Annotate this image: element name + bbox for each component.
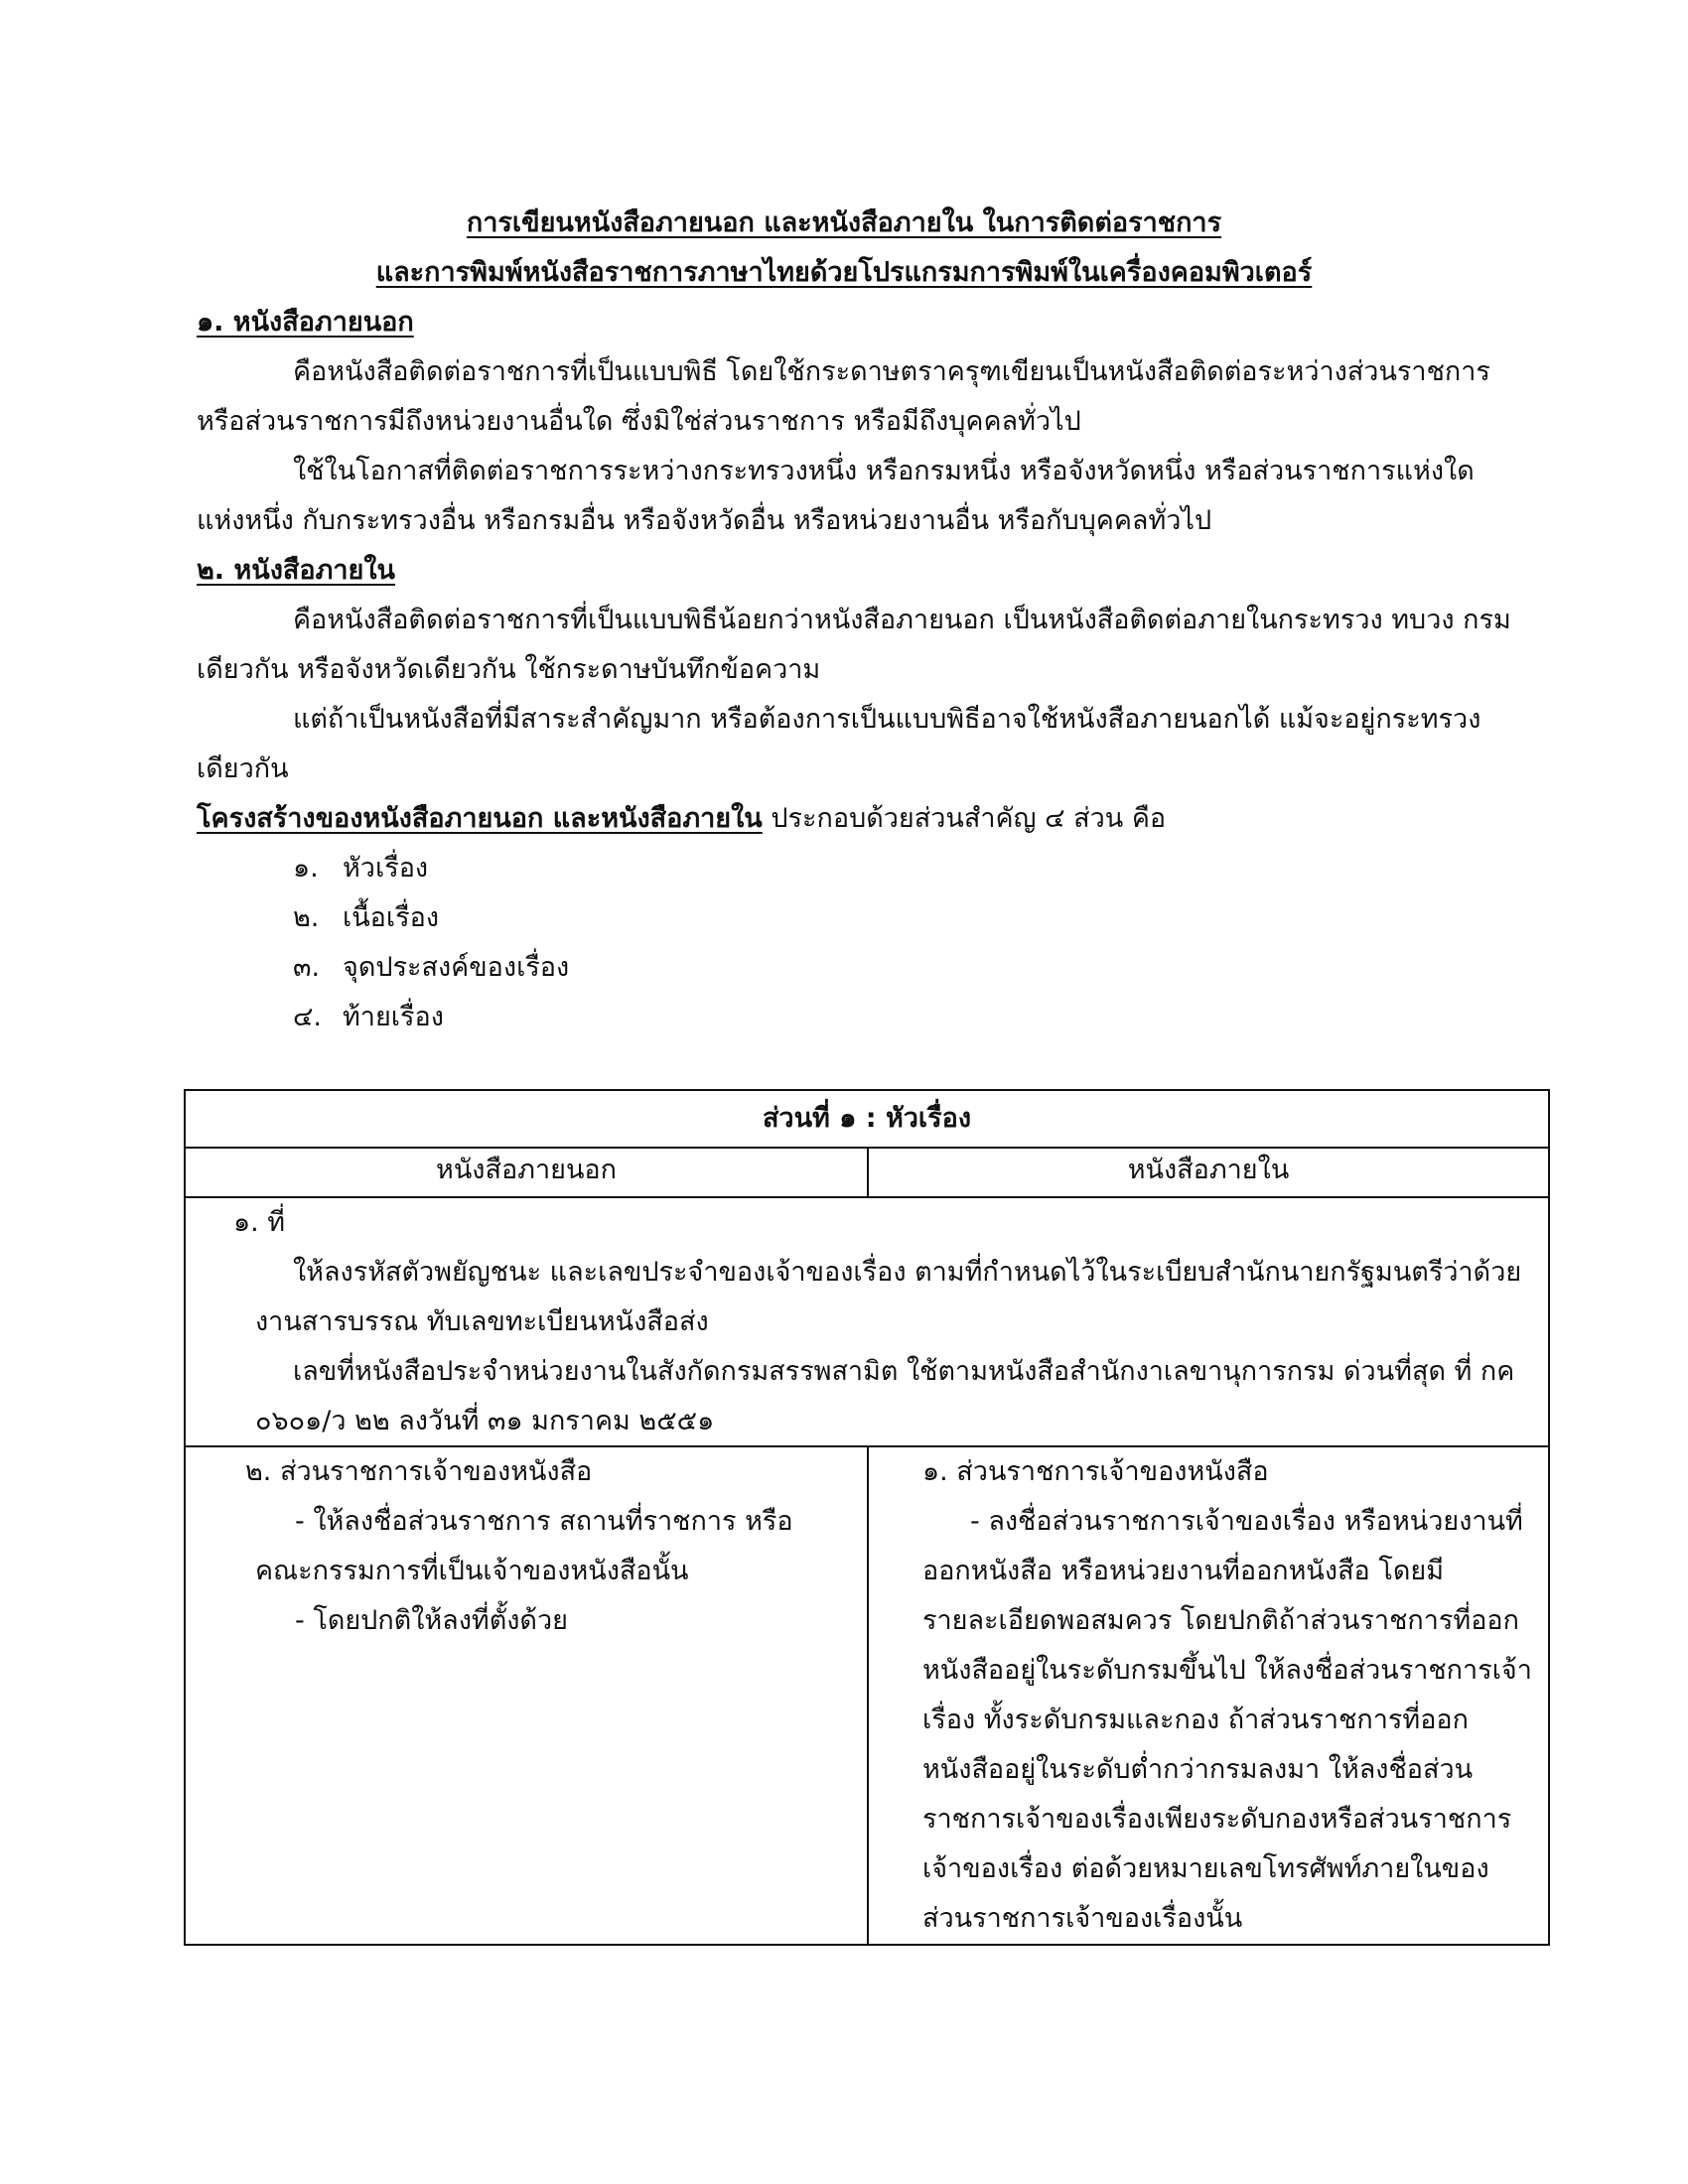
row-1-text: ๐๖๐๑/ว ๒๒ ลงวันที่ ๓๑ มกราคม ๒๕๕๑ — [255, 1406, 715, 1436]
row-1-heading: ๑. ที่ — [233, 1207, 286, 1238]
row-2-left-heading: ๒. ส่วนราชการเจ้าของหนังสือ — [245, 1456, 593, 1487]
list-item-number: ๑. — [293, 853, 319, 884]
structure-list-item — [293, 898, 439, 938]
row-2-right-text: ออกหนังสือ หรือหน่วยงานที่ออกหนังสือ โดยมี — [922, 1556, 1444, 1586]
row-2-right-heading: ๑. ส่วนราชการเจ้าของหนังสือ — [922, 1456, 1269, 1487]
structure-heading: โครงสร้างของหนังสือภายนอก และหนังสือภายใน — [197, 803, 763, 834]
row-1-text: เลขที่หนังสือประจำหน่วยงานในสังกัดกรมสรรพสามิต ใช้ตามหนังสือสำนักงาเลขานุการกรม ด่วนที่สุด ที่ กค — [293, 1356, 1515, 1387]
section-2-paragraph-2-line-2: เดียวกัน — [197, 753, 289, 784]
row-2-left-text: - โดยปกติให้ลงที่ตั้งด้วย — [295, 1605, 568, 1636]
table-column-divider — [867, 1445, 869, 1946]
title-line-2: และการพิมพ์หนังสือราชการภาษาไทยด้วยโปรแกรมการพิมพ์ในเครื่องคอมพิวเตอร์ — [375, 257, 1313, 288]
structure-intro: ประกอบด้วยส่วนสำคัญ ๔ ส่วน คือ — [771, 803, 1167, 834]
row-2-left-text: คณะกรรมการที่เป็นเจ้าของหนังสือนั้น — [255, 1556, 689, 1586]
list-item-label: เนื้อเรื่อง — [343, 902, 440, 933]
row-2-right-text: ส่วนราชการเจ้าของเรื่องนั้น — [922, 1903, 1243, 1934]
list-item-label: จุดประสงค์ของเรื่อง — [343, 952, 570, 983]
list-item-number: ๓. — [293, 952, 321, 983]
section-2-heading: ๒. หนังสือภายใน — [197, 555, 396, 586]
table-divider — [186, 1196, 1548, 1198]
row-2-right-text: หนังสืออยู่ในระดับกรมขึ้นไป ให้ลงชื่อส่วนราชการเจ้า — [922, 1655, 1532, 1686]
row-1-text: งานสารบรรณ ทับเลขทะเบียนหนังสือส่ง — [255, 1306, 709, 1337]
structure-list-item — [293, 998, 444, 1037]
column-header-external: หนังสือภายนอก — [436, 1155, 617, 1185]
section-1-paragraph-1-line-2: หรือส่วนราชการมีถึงหน่วยงานอื่นใด ซึ่งมิใช่ส่วนราชการ หรือมีถึงบุคคลทั่วไป — [197, 406, 1081, 437]
part-1-table — [184, 1089, 1550, 1946]
title-line-1: การเขียนหนังสือภายนอก และหนังสือภายใน ในการติดต่อราชการ — [466, 207, 1222, 238]
section-1-paragraph-2-line-2: แห่งหนึ่ง กับกระทรวงอื่น หรือกรมอื่น หรือจังหวัดอื่น หรือหน่วยงานอื่น หรือกับบุคคลทั่วไป — [197, 505, 1212, 536]
row-1-text: ให้ลงรหัสตัวพยัญชนะ และเลขประจำของเจ้าของเรื่อง ตามที่กำหนดไว้ในระเบียบสำนักนายกรัฐมนตรีว่าด้วย — [293, 1257, 1522, 1288]
row-2-right-text: เจ้าของเรื่อง ต่อด้วยหมายเลขโทรศัพท์ภายในของ — [922, 1853, 1489, 1884]
section-1-paragraph-2-line-1: ใช้ในโอกาสที่ติดต่อราชการระหว่างกระทรวงหนึ่ง หรือกรมหนึ่ง หรือจังหวัดหนึ่ง หรือส่วนราชการแห่งใด — [293, 456, 1475, 486]
section-2-paragraph-2-line-1: แต่ถ้าเป็นหนังสือที่มีสาระสำคัญมาก หรือต้องการเป็นแบบพิธีอาจใช้หนังสือภายนอกได้ แม้จะอยู่กระทรวง — [293, 704, 1481, 735]
section-2-paragraph-1-line-2: เดียวกัน หรือจังหวัดเดียวกัน ใช้กระดาษบันทึกข้อความ — [197, 654, 821, 685]
list-item-number: ๔. — [293, 1002, 323, 1032]
list-item-label: หัวเรื่อง — [343, 853, 429, 884]
list-item-number: ๒. — [293, 902, 320, 933]
section-1-paragraph-1-line-1: คือหนังสือติดต่อราชการที่เป็นแบบพิธี โดยใช้กระดาษตราครุฑเขียนเป็นหนังสือติดต่อระหว่างส่วนราชการ — [293, 356, 1490, 387]
structure-intro-line — [197, 799, 1166, 839]
list-item-label: ท้ายเรื่อง — [343, 1002, 444, 1032]
row-2-right-text: ราชการเจ้าของเรื่องเพียงระดับกองหรือส่วนราชการ — [922, 1804, 1512, 1835]
section-2-paragraph-1-line-1: คือหนังสือติดต่อราชการที่เป็นแบบพิธีน้อยกว่าหนังสือภายนอก เป็นหนังสือติดต่อภายในกระทรวง ทบวง กรม — [293, 605, 1511, 635]
table-title: ส่วนที่ ๑ : หัวเรื่อง — [762, 1103, 972, 1134]
row-2-right-text: รายละเอียดพอสมควร โดยปกติถ้าส่วนราชการที่ออก — [922, 1605, 1519, 1636]
structure-list-item — [293, 948, 569, 988]
row-2-left-text: - ให้ลงชื่อส่วนราชการ สถานที่ราชการ หรือ — [295, 1506, 793, 1537]
row-2-right-text: หนังสืออยู่ในระดับต่ำกว่ากรมลงมา ให้ลงชื่อส่วน — [922, 1754, 1474, 1785]
section-1-heading: ๑. หนังสือภายนอก — [197, 307, 414, 338]
structure-list-item — [293, 849, 428, 888]
column-header-internal: หนังสือภายใน — [1127, 1155, 1290, 1185]
row-2-right-text: - ลงชื่อส่วนราชการเจ้าของเรื่อง หรือหน่วยงานที่ — [970, 1506, 1523, 1537]
row-2-right-text: เรื่อง ทั้งระดับกรมและกอง ถ้าส่วนราชการที่ออก — [922, 1705, 1469, 1735]
